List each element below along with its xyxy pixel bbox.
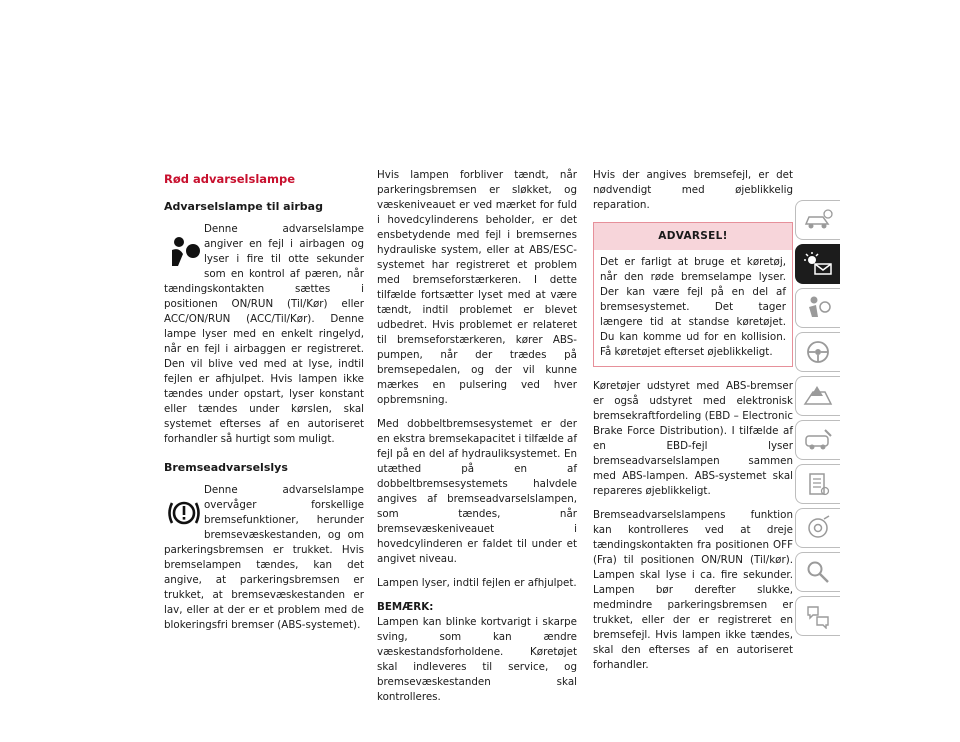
column-right (593, 168, 793, 682)
multimedia-icon (804, 515, 832, 541)
warning-box (593, 222, 793, 367)
tab-airbag-seat[interactable] (795, 288, 840, 328)
tab-language[interactable] (795, 596, 840, 636)
brake-text: Denne advarselslampe overvåger forskellige bremsefunktioner, herunder bremsevæskestanden, og om parkeringsbremsen er trukket. Hvis bremselampen tændes, kan det angive, at parkeringsbremsen er trukket, at bremsevæskestanden er lav, eller at der er et problem med de blokeringsfri bremser (ABS-systemet). (164, 484, 364, 631)
warning-title: ADVARSEL! (594, 223, 792, 250)
tab-service[interactable] (795, 420, 840, 460)
warning-text: Det er farligt at bruge et køretøj, når den røde bremselampe lyser. Der kan være fejl på en del af bremsesystemet. Det tager længere tid at standse køretøjet. Du kan komme ud for en kollision. Få køretøjet efterset øjeblikkeligt. (600, 256, 786, 358)
airbag-warning-icon (164, 222, 204, 282)
tab-dashboard-lights[interactable] (795, 244, 840, 284)
tab-car-info[interactable] (795, 200, 840, 240)
steering-wheel-icon (805, 339, 831, 365)
tab-multimedia[interactable] (795, 508, 840, 548)
tab-search[interactable] (795, 552, 840, 592)
checklist-icon (805, 471, 831, 497)
car-info-icon (803, 209, 833, 231)
column-middle (377, 168, 577, 714)
section-heading: Rød advarselslampe (164, 172, 296, 186)
tab-warning-road[interactable] (795, 376, 840, 416)
brake-title: Bremseadvarselslys (164, 461, 288, 474)
warning-road-icon (803, 384, 833, 408)
paragraph: Lampen lyser, indtil fejlen er afhjulpet. (377, 577, 577, 589)
side-tab-strip (795, 200, 841, 640)
note-title: BEMÆRK: (377, 601, 434, 613)
brake-block (164, 483, 364, 642)
brake-warning-icon (164, 483, 204, 543)
column-left (164, 168, 364, 642)
paragraph: Med dobbeltbremsesystemet er der en ekstra bremsekapacitet i tilfælde af fejl på en del af hydrauliksystemet. En utæthed på en af dobbeltbremsesystemets halvdele angives af bremseadvarselslampen, som tændes, når bremsevæskeniveauet i hovedcylinderen er faldet til under et angivet niveau. (377, 418, 577, 565)
search-icon (805, 559, 831, 585)
tab-checklist[interactable] (795, 464, 840, 504)
paragraph: Hvis lampen forbliver tændt, når parkeringsbremsen er sløkket, og væskeniveauet er ved mærket for fuld i hovedcylinderens beholder, er det ensbetydende med fejl i bremsernes hydrauliske system, eller at ABS/ESC-systemet har registreret et problem med bremseforstærkeren. I dette tilfælde fortsætter lyset med at være tændt, indtil problemet er blevet udbedret. Hvis problemet er relateret til bremseforstærkeren, kører ABS-pumpen, når der trædes på bremsepedalen, og der vil kunne mærkes en pulsering ved hver opbremsning. (377, 169, 577, 406)
language-icon (804, 603, 832, 629)
airbag-seat-icon (804, 295, 832, 321)
note-text: Lampen kan blinke kortvarigt i skarpe sving, som kan ændre væskestandsforholdene. Køretøjet skal indleveres til service, og bremsevæskestanden skal kontrolleres. (377, 616, 577, 703)
service-car-icon (803, 428, 833, 452)
paragraph: Køretøjer udstyret med ABS-bremser er også udstyret med elektronisk bremsekraftfordeling (EBD – Electronic Brake Force Distribution). I tilfælde af en EBD-fejl lyser bremseadvarselslampen sammen med ABS-lampen. ABS-systemet skal repareres øjeblikkeligt. (593, 380, 793, 497)
airbag-text: Denne advarselslampe angiver en fejl i airbagen og lyser i fire til otte sekunder som en kontrol af pæren, når tændingskontakten sættes i positionen ON/RUN (Til/Kør) eller ACC/ON/RUN (ACC/Til/Kør). Denne lampe lyser med en enkelt ringelyd, når en fejl i airbaggen er registreret. Den vil blive ved med at lyse, indtil fejlen er afhjulpet. Hvis lampen ikke tændes under opstart, lyser konstant eller tændes under kørslen, skal systemet efterses af en autoriseret forhandler så hurtigt som muligt. (164, 223, 364, 445)
paragraph: Bremseadvarselslampens funktion kan kontrolleres ved at dreje tændingskontakten fra positionen OFF (Fra) til positionen ON/RUN (Til/kør). Lampen skal lyse i ca. fire sekunder. Lampen bør derefter slukke, medmindre parkeringsbremsen er trukket, eller der er registreret en bremsefejl. Hvis lampen ikke tændes, skal den efterses af en autoriseret forhandler. (593, 509, 793, 671)
dashboard-light-icon (803, 252, 833, 276)
airbag-title: Advarselslampe til airbag (164, 200, 323, 213)
airbag-block (164, 222, 364, 456)
paragraph: Hvis der angives bremsefejl, er det nødvendigt med øjeblikkelig reparation. (593, 169, 793, 211)
tab-steering[interactable] (795, 332, 840, 372)
